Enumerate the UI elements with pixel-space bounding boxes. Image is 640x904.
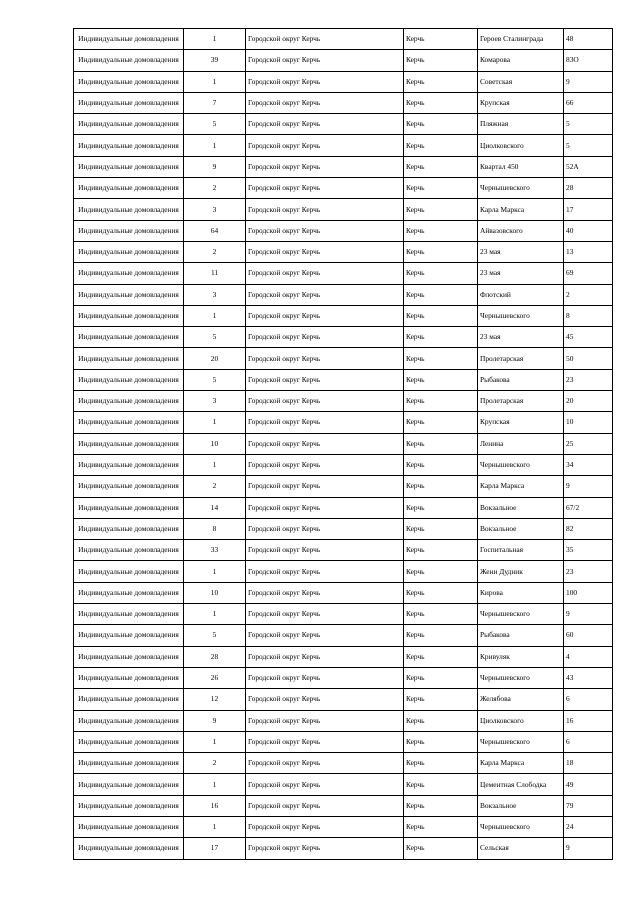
street-cell: Флотский [478, 284, 564, 305]
housing-type-cell: Индивидуальные домовладения [74, 391, 184, 412]
count-cell: 1 [184, 816, 246, 837]
district-cell: Городской округ Керчь [246, 199, 404, 220]
housing-type-cell: Индивидуальные домовладения [74, 284, 184, 305]
district-cell: Городской округ Керчь [246, 561, 404, 582]
city-cell: Керчь [404, 476, 478, 497]
district-cell: Городской округ Керчь [246, 220, 404, 241]
street-cell: Пролетарская [478, 348, 564, 369]
street-cell: Рыбакова [478, 369, 564, 390]
count-cell: 12 [184, 689, 246, 710]
district-cell: Городской округ Керчь [246, 178, 404, 199]
city-cell: Керчь [404, 795, 478, 816]
city-cell: Керчь [404, 646, 478, 667]
district-cell: Городской округ Керчь [246, 497, 404, 518]
district-cell: Городской округ Керчь [246, 305, 404, 326]
street-cell: Рыбакова [478, 625, 564, 646]
housing-type-cell: Индивидуальные домовладения [74, 795, 184, 816]
count-cell: 2 [184, 476, 246, 497]
house-number-cell: 18 [564, 753, 613, 774]
table-row [74, 369, 613, 390]
table-row [74, 795, 613, 816]
city-cell: Керчь [404, 178, 478, 199]
table-row [74, 92, 613, 113]
city-cell: Керчь [404, 263, 478, 284]
street-cell: Циолковского [478, 710, 564, 731]
count-cell: 33 [184, 540, 246, 561]
house-number-cell: 9 [564, 604, 613, 625]
house-number-cell: 20 [564, 391, 613, 412]
street-cell: Чернышевского [478, 305, 564, 326]
count-cell: 10 [184, 582, 246, 603]
city-cell: Керчь [404, 604, 478, 625]
housing-type-cell: Индивидуальные домовладения [74, 582, 184, 603]
house-number-cell: 60 [564, 625, 613, 646]
house-number-cell: 23 [564, 561, 613, 582]
house-number-cell: 83О [564, 50, 613, 71]
district-cell: Городской округ Керчь [246, 753, 404, 774]
count-cell: 28 [184, 646, 246, 667]
table-row [74, 646, 613, 667]
table-row [74, 263, 613, 284]
city-cell: Керчь [404, 391, 478, 412]
house-number-cell: 23 [564, 369, 613, 390]
city-cell: Керчь [404, 561, 478, 582]
district-cell: Городской округ Керчь [246, 156, 404, 177]
district-cell: Городской округ Керчь [246, 689, 404, 710]
city-cell: Керчь [404, 220, 478, 241]
housing-type-cell: Индивидуальные домовладения [74, 604, 184, 625]
housing-type-cell: Индивидуальные домовладения [74, 114, 184, 135]
table-row [74, 241, 613, 262]
district-cell: Городской округ Керчь [246, 327, 404, 348]
city-cell: Керчь [404, 433, 478, 454]
house-number-cell: 24 [564, 816, 613, 837]
table-row [74, 838, 613, 859]
house-number-cell: 25 [564, 433, 613, 454]
street-cell: Советская [478, 71, 564, 92]
count-cell: 5 [184, 114, 246, 135]
housing-type-cell: Индивидуальные домовладения [74, 199, 184, 220]
housing-type-cell: Индивидуальные домовладения [74, 476, 184, 497]
house-number-cell: 5 [564, 114, 613, 135]
count-cell: 3 [184, 284, 246, 305]
district-cell: Городской округ Керчь [246, 731, 404, 752]
street-cell: Сельская [478, 838, 564, 859]
table-row [74, 71, 613, 92]
city-cell: Керчь [404, 50, 478, 71]
street-cell: Циолковского [478, 135, 564, 156]
table-row [74, 667, 613, 688]
district-cell: Городской округ Керчь [246, 348, 404, 369]
district-cell: Городской округ Керчь [246, 241, 404, 262]
count-cell: 1 [184, 731, 246, 752]
street-cell: Цементная Слободка [478, 774, 564, 795]
table-row [74, 497, 613, 518]
count-cell: 7 [184, 92, 246, 113]
housing-type-cell: Индивидуальные домовладения [74, 497, 184, 518]
street-cell: Ленина [478, 433, 564, 454]
count-cell: 3 [184, 391, 246, 412]
housing-type-cell: Индивидуальные домовладения [74, 689, 184, 710]
table-row [74, 284, 613, 305]
count-cell: 1 [184, 561, 246, 582]
house-number-cell: 69 [564, 263, 613, 284]
table-row [74, 753, 613, 774]
district-cell: Городской округ Керчь [246, 476, 404, 497]
street-cell: 23 мая [478, 241, 564, 262]
table-row [74, 604, 613, 625]
district-cell: Городской округ Керчь [246, 50, 404, 71]
count-cell: 5 [184, 369, 246, 390]
housing-type-cell: Индивидуальные домовладения [74, 92, 184, 113]
house-number-cell: 2 [564, 284, 613, 305]
street-cell: Пляжная [478, 114, 564, 135]
city-cell: Керчь [404, 327, 478, 348]
table-row [74, 816, 613, 837]
count-cell: 8 [184, 518, 246, 539]
housing-type-cell: Индивидуальные домовладения [74, 369, 184, 390]
table-body [74, 29, 613, 860]
city-cell: Керчь [404, 667, 478, 688]
house-number-cell: 5 [564, 135, 613, 156]
city-cell: Керчь [404, 753, 478, 774]
table-row [74, 540, 613, 561]
housing-type-cell: Индивидуальные домовладения [74, 625, 184, 646]
street-cell: Чернышевского [478, 178, 564, 199]
table-row [74, 178, 613, 199]
housing-type-cell: Индивидуальные домовладения [74, 135, 184, 156]
city-cell: Керчь [404, 689, 478, 710]
table-row [74, 29, 613, 50]
city-cell: Керчь [404, 199, 478, 220]
table-row [74, 518, 613, 539]
table-row [74, 305, 613, 326]
city-cell: Керчь [404, 135, 478, 156]
housing-type-cell: Индивидуальные домовладения [74, 241, 184, 262]
house-number-cell: 13 [564, 241, 613, 262]
house-number-cell: 17 [564, 199, 613, 220]
district-cell: Городской округ Керчь [246, 646, 404, 667]
city-cell: Керчь [404, 774, 478, 795]
housing-type-cell: Индивидуальные домовладения [74, 220, 184, 241]
house-number-cell: 52А [564, 156, 613, 177]
table-row [74, 433, 613, 454]
housing-type-cell: Индивидуальные домовладения [74, 753, 184, 774]
street-cell: Карла Маркса [478, 753, 564, 774]
city-cell: Керчь [404, 497, 478, 518]
count-cell: 16 [184, 795, 246, 816]
housing-type-cell: Индивидуальные домовладения [74, 454, 184, 475]
table-row [74, 582, 613, 603]
count-cell: 11 [184, 263, 246, 284]
housing-type-cell: Индивидуальные домовладения [74, 50, 184, 71]
city-cell: Керчь [404, 29, 478, 50]
street-cell: Госпитальная [478, 540, 564, 561]
street-cell: Жени Дудник [478, 561, 564, 582]
count-cell: 3 [184, 199, 246, 220]
district-cell: Городской округ Керчь [246, 582, 404, 603]
housing-type-cell: Индивидуальные домовладения [74, 71, 184, 92]
street-cell: Вокзальное [478, 795, 564, 816]
count-cell: 14 [184, 497, 246, 518]
housing-type-cell: Индивидуальные домовладения [74, 774, 184, 795]
house-number-cell: 4 [564, 646, 613, 667]
table-row [74, 135, 613, 156]
house-number-cell: 35 [564, 540, 613, 561]
district-cell: Городской округ Керчь [246, 540, 404, 561]
street-cell: Крупская [478, 412, 564, 433]
district-cell: Городской округ Керчь [246, 625, 404, 646]
street-cell: Кривуляк [478, 646, 564, 667]
city-cell: Керчь [404, 731, 478, 752]
district-cell: Городской округ Керчь [246, 774, 404, 795]
city-cell: Керчь [404, 241, 478, 262]
district-cell: Городской округ Керчь [246, 284, 404, 305]
housing-type-cell: Индивидуальные домовладения [74, 433, 184, 454]
house-number-cell: 8 [564, 305, 613, 326]
city-cell: Керчь [404, 816, 478, 837]
district-cell: Городской округ Керчь [246, 433, 404, 454]
city-cell: Керчь [404, 625, 478, 646]
district-cell: Городской округ Керчь [246, 795, 404, 816]
city-cell: Керчь [404, 348, 478, 369]
table-row [74, 710, 613, 731]
house-number-cell: 9 [564, 476, 613, 497]
district-cell: Городской округ Керчь [246, 412, 404, 433]
house-number-cell: 43 [564, 667, 613, 688]
count-cell: 2 [184, 178, 246, 199]
table-row [74, 114, 613, 135]
table-row [74, 348, 613, 369]
house-number-cell: 28 [564, 178, 613, 199]
housing-type-cell: Индивидуальные домовладения [74, 29, 184, 50]
street-cell: Пролетарская [478, 391, 564, 412]
table-row [74, 689, 613, 710]
street-cell: Чернышевского [478, 604, 564, 625]
district-cell: Городской округ Керчь [246, 369, 404, 390]
housing-type-cell: Индивидуальные домовладения [74, 327, 184, 348]
count-cell: 9 [184, 710, 246, 731]
count-cell: 17 [184, 838, 246, 859]
housing-type-cell: Индивидуальные домовладения [74, 156, 184, 177]
housing-type-cell: Индивидуальные домовладения [74, 838, 184, 859]
district-cell: Городской округ Керчь [246, 71, 404, 92]
table-row [74, 774, 613, 795]
street-cell: Комарова [478, 50, 564, 71]
district-cell: Городской округ Керчь [246, 816, 404, 837]
housing-type-cell: Индивидуальные домовладения [74, 561, 184, 582]
housing-type-cell: Индивидуальные домовладения [74, 518, 184, 539]
city-cell: Керчь [404, 518, 478, 539]
count-cell: 1 [184, 71, 246, 92]
house-number-cell: 34 [564, 454, 613, 475]
housing-type-cell: Индивидуальные домовладения [74, 178, 184, 199]
street-cell: 23 мая [478, 327, 564, 348]
city-cell: Керчь [404, 369, 478, 390]
city-cell: Керчь [404, 71, 478, 92]
street-cell: Чернышевского [478, 667, 564, 688]
district-cell: Городской округ Керчь [246, 604, 404, 625]
district-cell: Городской округ Керчь [246, 838, 404, 859]
count-cell: 9 [184, 156, 246, 177]
house-number-cell: 9 [564, 71, 613, 92]
house-number-cell: 49 [564, 774, 613, 795]
housing-type-cell: Индивидуальные домовладения [74, 348, 184, 369]
table-row [74, 561, 613, 582]
house-number-cell: 45 [564, 327, 613, 348]
house-number-cell: 82 [564, 518, 613, 539]
count-cell: 5 [184, 327, 246, 348]
house-number-cell: 100 [564, 582, 613, 603]
count-cell: 10 [184, 433, 246, 454]
city-cell: Керчь [404, 582, 478, 603]
house-number-cell: 40 [564, 220, 613, 241]
housing-type-cell: Индивидуальные домовладения [74, 731, 184, 752]
city-cell: Керчь [404, 540, 478, 561]
street-cell: Крупская [478, 92, 564, 113]
count-cell: 1 [184, 305, 246, 326]
district-cell: Городской округ Керчь [246, 391, 404, 412]
housing-type-cell: Индивидуальные домовладения [74, 646, 184, 667]
table-row [74, 327, 613, 348]
street-cell: Вокзальное [478, 497, 564, 518]
street-cell: Кирова [478, 582, 564, 603]
street-cell: Чернышевского [478, 816, 564, 837]
house-number-cell: 9 [564, 838, 613, 859]
city-cell: Керчь [404, 838, 478, 859]
table-row [74, 476, 613, 497]
housing-type-cell: Индивидуальные домовладения [74, 412, 184, 433]
housing-type-cell: Индивидуальные домовладения [74, 816, 184, 837]
count-cell: 2 [184, 241, 246, 262]
table-row [74, 199, 613, 220]
district-cell: Городской округ Керчь [246, 710, 404, 731]
count-cell: 1 [184, 604, 246, 625]
street-cell: Вокзальное [478, 518, 564, 539]
count-cell: 5 [184, 625, 246, 646]
housing-type-cell: Индивидуальные домовладения [74, 263, 184, 284]
house-number-cell: 50 [564, 348, 613, 369]
city-cell: Керчь [404, 284, 478, 305]
house-number-cell: 48 [564, 29, 613, 50]
street-cell: Айвазовского [478, 220, 564, 241]
count-cell: 2 [184, 753, 246, 774]
house-number-cell: 10 [564, 412, 613, 433]
table-row [74, 391, 613, 412]
city-cell: Керчь [404, 156, 478, 177]
street-cell: Квартал 450 [478, 156, 564, 177]
city-cell: Керчь [404, 710, 478, 731]
housing-type-cell: Индивидуальные домовладения [74, 305, 184, 326]
table-row [74, 625, 613, 646]
table-row [74, 412, 613, 433]
count-cell: 20 [184, 348, 246, 369]
city-cell: Керчь [404, 114, 478, 135]
house-number-cell: 16 [564, 710, 613, 731]
street-cell: Желябова [478, 689, 564, 710]
address-registry-table [73, 28, 613, 860]
street-cell: Героев Сталинграда [478, 29, 564, 50]
district-cell: Городской округ Керчь [246, 518, 404, 539]
district-cell: Городской округ Керчь [246, 29, 404, 50]
count-cell: 1 [184, 454, 246, 475]
street-cell: Чернышевского [478, 731, 564, 752]
count-cell: 26 [184, 667, 246, 688]
district-cell: Городской округ Керчь [246, 135, 404, 156]
district-cell: Городской округ Керчь [246, 667, 404, 688]
housing-type-cell: Индивидуальные домовладения [74, 540, 184, 561]
house-number-cell: 6 [564, 689, 613, 710]
house-number-cell: 6 [564, 731, 613, 752]
district-cell: Городской округ Керчь [246, 114, 404, 135]
table-row [74, 50, 613, 71]
district-cell: Городской округ Керчь [246, 454, 404, 475]
count-cell: 1 [184, 135, 246, 156]
city-cell: Керчь [404, 454, 478, 475]
house-number-cell: 79 [564, 795, 613, 816]
table-row [74, 731, 613, 752]
street-cell: Чернышевского [478, 454, 564, 475]
count-cell: 1 [184, 29, 246, 50]
house-number-cell: 67/2 [564, 497, 613, 518]
street-cell: 23 мая [478, 263, 564, 284]
city-cell: Керчь [404, 412, 478, 433]
housing-type-cell: Индивидуальные домовладения [74, 710, 184, 731]
table-row [74, 156, 613, 177]
table-row [74, 454, 613, 475]
city-cell: Керчь [404, 305, 478, 326]
house-number-cell: 66 [564, 92, 613, 113]
count-cell: 39 [184, 50, 246, 71]
district-cell: Городской округ Керчь [246, 263, 404, 284]
table-row [74, 220, 613, 241]
street-cell: Карла Маркса [478, 476, 564, 497]
district-cell: Городской округ Керчь [246, 92, 404, 113]
street-cell: Карла Маркса [478, 199, 564, 220]
housing-type-cell: Индивидуальные домовладения [74, 667, 184, 688]
count-cell: 64 [184, 220, 246, 241]
count-cell: 1 [184, 412, 246, 433]
city-cell: Керчь [404, 92, 478, 113]
count-cell: 1 [184, 774, 246, 795]
